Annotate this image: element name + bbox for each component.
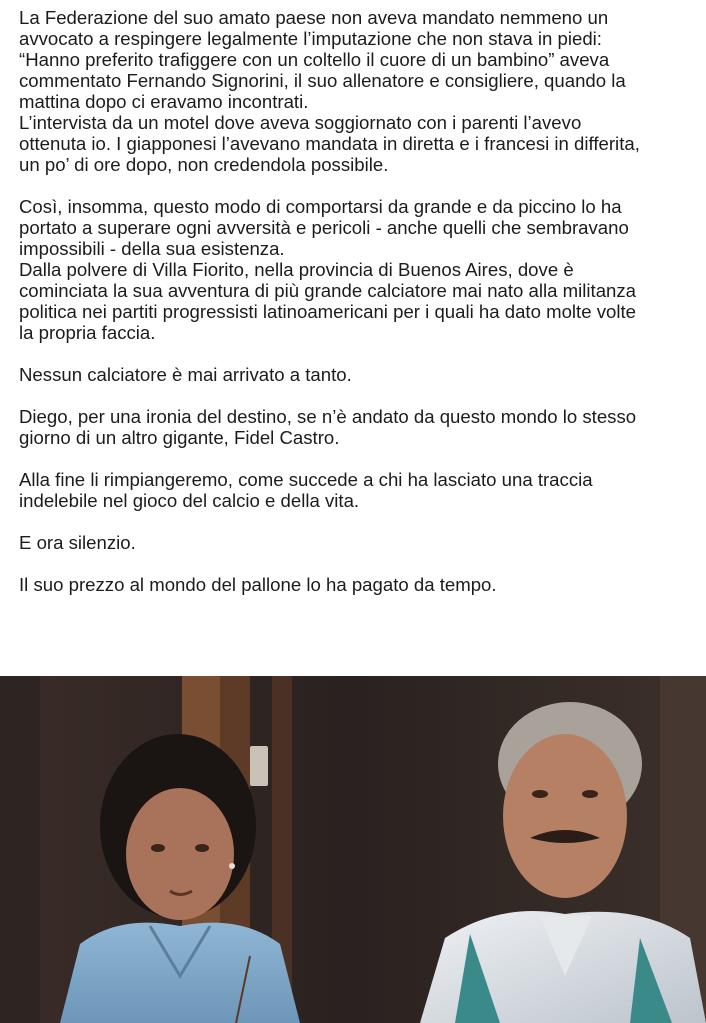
photo-illustration: [0, 676, 706, 1023]
post-paragraph: [19, 406, 695, 448]
post-paragraph: [19, 196, 695, 343]
post-text-line: indelebile nel gioco del calcio e della vita.: [19, 490, 360, 511]
post-text-line: commentato Fernando Signorini, il suo allenatore e consigliere, quando la: [19, 70, 626, 91]
post-text-line: “Hanno preferito trafiggere con un coltello il cuore di un bambino” aveva: [19, 49, 610, 70]
post-photo[interactable]: [0, 676, 706, 1023]
post-text-line: mattina dopo ci eravamo incontrati.: [19, 91, 309, 112]
post-text-line: Alla fine li rimpiangeremo, come succede a chi ha lasciato una traccia: [19, 469, 593, 490]
post-text-line: Il suo prezzo al mondo del pallone lo ha pagato da tempo.: [19, 574, 497, 595]
post-paragraph: [19, 7, 695, 175]
post-text-line: L’intervista da un motel dove aveva soggiornato con i parenti l’avevo: [19, 112, 582, 133]
post-text-line: cominciata la sua avventura di più grande calciatore mai nato alla militanza: [19, 280, 637, 301]
post-text-line: ottenuta io. I giapponesi l’avevano mandata in diretta e i francesi in differita,: [19, 133, 640, 154]
post-text-line: Nessun calciatore è mai arrivato a tanto.: [19, 364, 352, 385]
post-text-line: Così, insomma, questo modo di comportarsi da grande e da piccino lo ha: [19, 196, 622, 217]
post-text-line: politica nei partiti progressisti latinoamericani per i quali ha dato molte volte: [19, 301, 637, 322]
post-text-line: E ora silenzio.: [19, 532, 136, 553]
post-text-line: giorno di un altro gigante, Fidel Castro.: [19, 427, 340, 448]
post-paragraph: [19, 469, 695, 511]
post-paragraph: [19, 364, 695, 385]
post-text-line: Diego, per una ironia del destino, se n’è andato da questo mondo lo stesso: [19, 406, 637, 427]
post-text-line: un po’ di ore dopo, non credendola possibile.: [19, 154, 389, 175]
post-paragraph: [19, 574, 695, 595]
post-text-line: impossibili - della sua esistenza.: [19, 238, 285, 259]
post-text-line: la propria faccia.: [19, 322, 156, 343]
post-text-line: La Federazione del suo amato paese non aveva mandato nemmeno un: [19, 7, 609, 28]
post-text-line: avvocato a respingere legalmente l’imputazione che non stava in piedi:: [19, 28, 602, 49]
post-paragraph: [19, 532, 695, 553]
post-text-line: portato a superare ogni avversità e pericoli - anche quelli che sembravano: [19, 217, 629, 238]
post-body: [19, 7, 695, 616]
post-text-line: Dalla polvere di Villa Fiorito, nella provincia di Buenos Aires, dove è: [19, 259, 574, 280]
